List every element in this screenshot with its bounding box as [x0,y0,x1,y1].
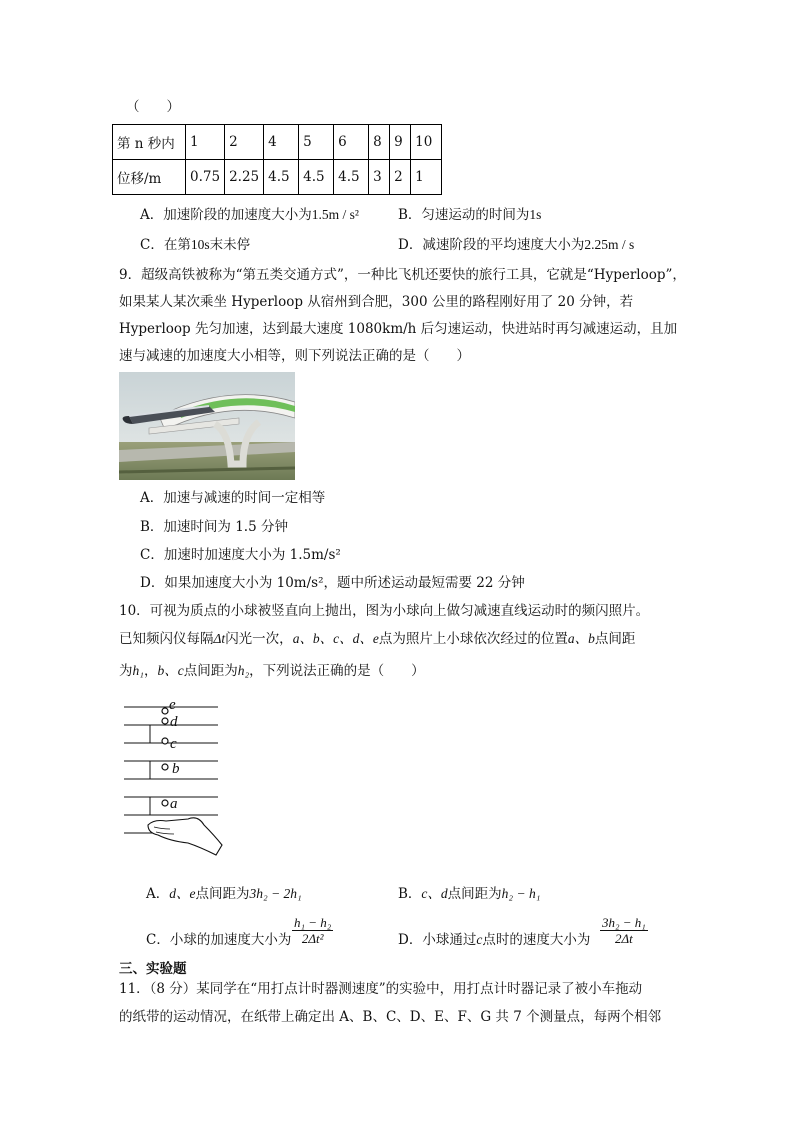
ball-position-c [162,738,168,744]
table-cell: 4.5 [334,160,369,195]
label-a: a [170,796,178,812]
table-cell: 5 [299,125,334,160]
fraction-numerator: h₁ − h₂ [294,915,332,930]
stem-text: ， [143,663,158,679]
q9-option-a: A．加速与减速的时间一定相等 [140,490,326,506]
table-cell: 9 [390,125,411,160]
q9-stem-line: 如果某人某次乘坐 Hyperloop 从宿州到合肥，300 公里的路程刚好用了 20 分钟，若 [119,294,634,310]
option-text: B． [398,886,422,902]
label-c: c [170,736,177,752]
stem-math: a、b、c、d、e [292,631,379,646]
q8-option-b [398,206,541,224]
stem-text: 点为照片上小球依次经过的位置 [378,631,568,647]
q10-stem-line: 10．可视为质点的小球被竖直向上抛出，图为小球向上做匀减速直线运动时的频闪照片。 [119,603,650,619]
stem-math: Δt [213,631,226,646]
label-b: b [172,761,180,777]
option-text: A． [146,886,170,902]
option-text: 点间距为 [447,886,502,902]
ball-position-a [162,800,168,806]
table-cell: 1 [186,125,225,160]
stem-text: ，下列说法正确的是（ ） [249,663,425,679]
option-math: 1s [529,207,542,222]
q10-stem-line [119,662,425,680]
hyperloop-photo [119,372,295,480]
q8-option-c [140,236,250,254]
stem-text: 为 [119,663,133,679]
displacement-table [112,124,442,195]
answer-paren: （ ） [126,99,180,115]
option-math: 1.5m / s² [311,207,359,222]
option-text: D．减速阶段的平均速度大小为 [398,237,585,253]
stem-math: h₁ [132,663,144,678]
table-row [113,125,442,160]
table-cell: 10 [411,125,442,160]
q10-option-c-fraction [292,915,333,946]
stem-math: a、b [567,631,595,646]
ball-position-d [162,718,168,724]
table-header-cell: 第 n 秒内 [113,125,186,160]
option-text: B．匀速运动的时间为 [398,207,530,223]
option-math: c、d [421,886,448,901]
table-cell: 3 [369,160,390,195]
stem-text: 闪光一次， [225,631,293,647]
option-math: c [476,932,483,947]
section-title: 三、实验题 [119,961,187,977]
stem-math: b、c [157,663,184,678]
table-cell: 6 [334,125,369,160]
q9-stem-line: 9．超级高铁被称为“第五类交通方式”，一种比飞机还要快的旅行工具，它就是“Hyperloop”， [119,267,686,283]
table-cell: 2 [225,125,264,160]
q10-option-d-fraction [600,915,648,946]
stem-text: 点间距为 [183,663,238,679]
option-text: 末未停 [209,237,251,253]
option-text: A．加速阶段的加速度大小为 [140,207,312,223]
option-math: h₂ − h₁ [501,886,541,901]
stem-text: 已知频闪仪每隔 [119,631,214,647]
fraction-numerator: 3h₂ − h₁ [602,915,646,930]
q9-option-b: B．加速时间为 1.5 分钟 [140,519,288,535]
option-math: 3h₂ − 2h₁ [249,886,302,901]
table-cell: 0.75 [186,160,225,195]
q11-stem-line: 的纸带的运动情况，在纸带上确定出 A、B、C、D、E、F、G 共 7 个测量点，每两个相邻 [119,1009,662,1025]
ball-position-b [162,764,168,770]
table-cell: 4.5 [299,160,334,195]
fraction-denominator: 2Δt² [301,931,324,946]
ball-position-e [162,708,168,714]
q11-stem-line: 11．（8 分）某同学在“用打点计时器测速度”的实验中，用打点计时器记录了被小车拖动 [119,981,643,997]
table-cell: 4 [264,125,299,160]
stem-text: 点间距 [594,631,636,647]
q8-option-a [140,206,359,224]
q9-stem-line: 速与减速的加速度大小相等，则下列说法正确的是（ ） [119,348,470,364]
option-math: 2.25m / s [584,237,635,252]
strobe-photo-diagram [118,695,238,863]
table-cell: 4.5 [264,160,299,195]
q9-option-c: C．加速时加速度大小为 1.5m/s² [140,547,341,563]
table-cell: 2 [390,160,411,195]
q10-stem-line [119,630,635,648]
option-math: 10s [190,237,210,252]
table-header-cell: 位移/m [113,160,186,195]
table-row [113,160,442,195]
q8-option-d [398,236,634,254]
option-text: D．小球通过 [398,932,477,948]
q10-option-a [146,885,302,903]
q10-option-c: C．小球的加速度大小为 [146,932,292,948]
table-cell: 1 [411,160,442,195]
fraction-denominator: 2Δt [615,931,633,946]
table-cell: 2.25 [225,160,264,195]
label-e: e [169,697,176,713]
option-text: 点间距为 [195,886,250,902]
option-text: 点时的速度大小为 [482,932,591,948]
option-text: C．在第 [140,237,191,253]
label-d: d [170,714,178,730]
option-math: d、e [169,886,196,901]
q10-option-b [398,885,540,903]
hand-icon [148,818,222,855]
q9-stem-line: Hyperloop 先匀加速，达到最大速度 1080km/h 后匀速运动，快进站时再匀减速运动，且加 [119,321,678,337]
q10-option-d [398,931,590,949]
stem-math: h₂ [237,663,250,678]
table-cell: 8 [369,125,390,160]
q9-option-d: D．如果加速度大小为 10m/s²，题中所述运动最短需要 22 分钟 [140,575,525,591]
